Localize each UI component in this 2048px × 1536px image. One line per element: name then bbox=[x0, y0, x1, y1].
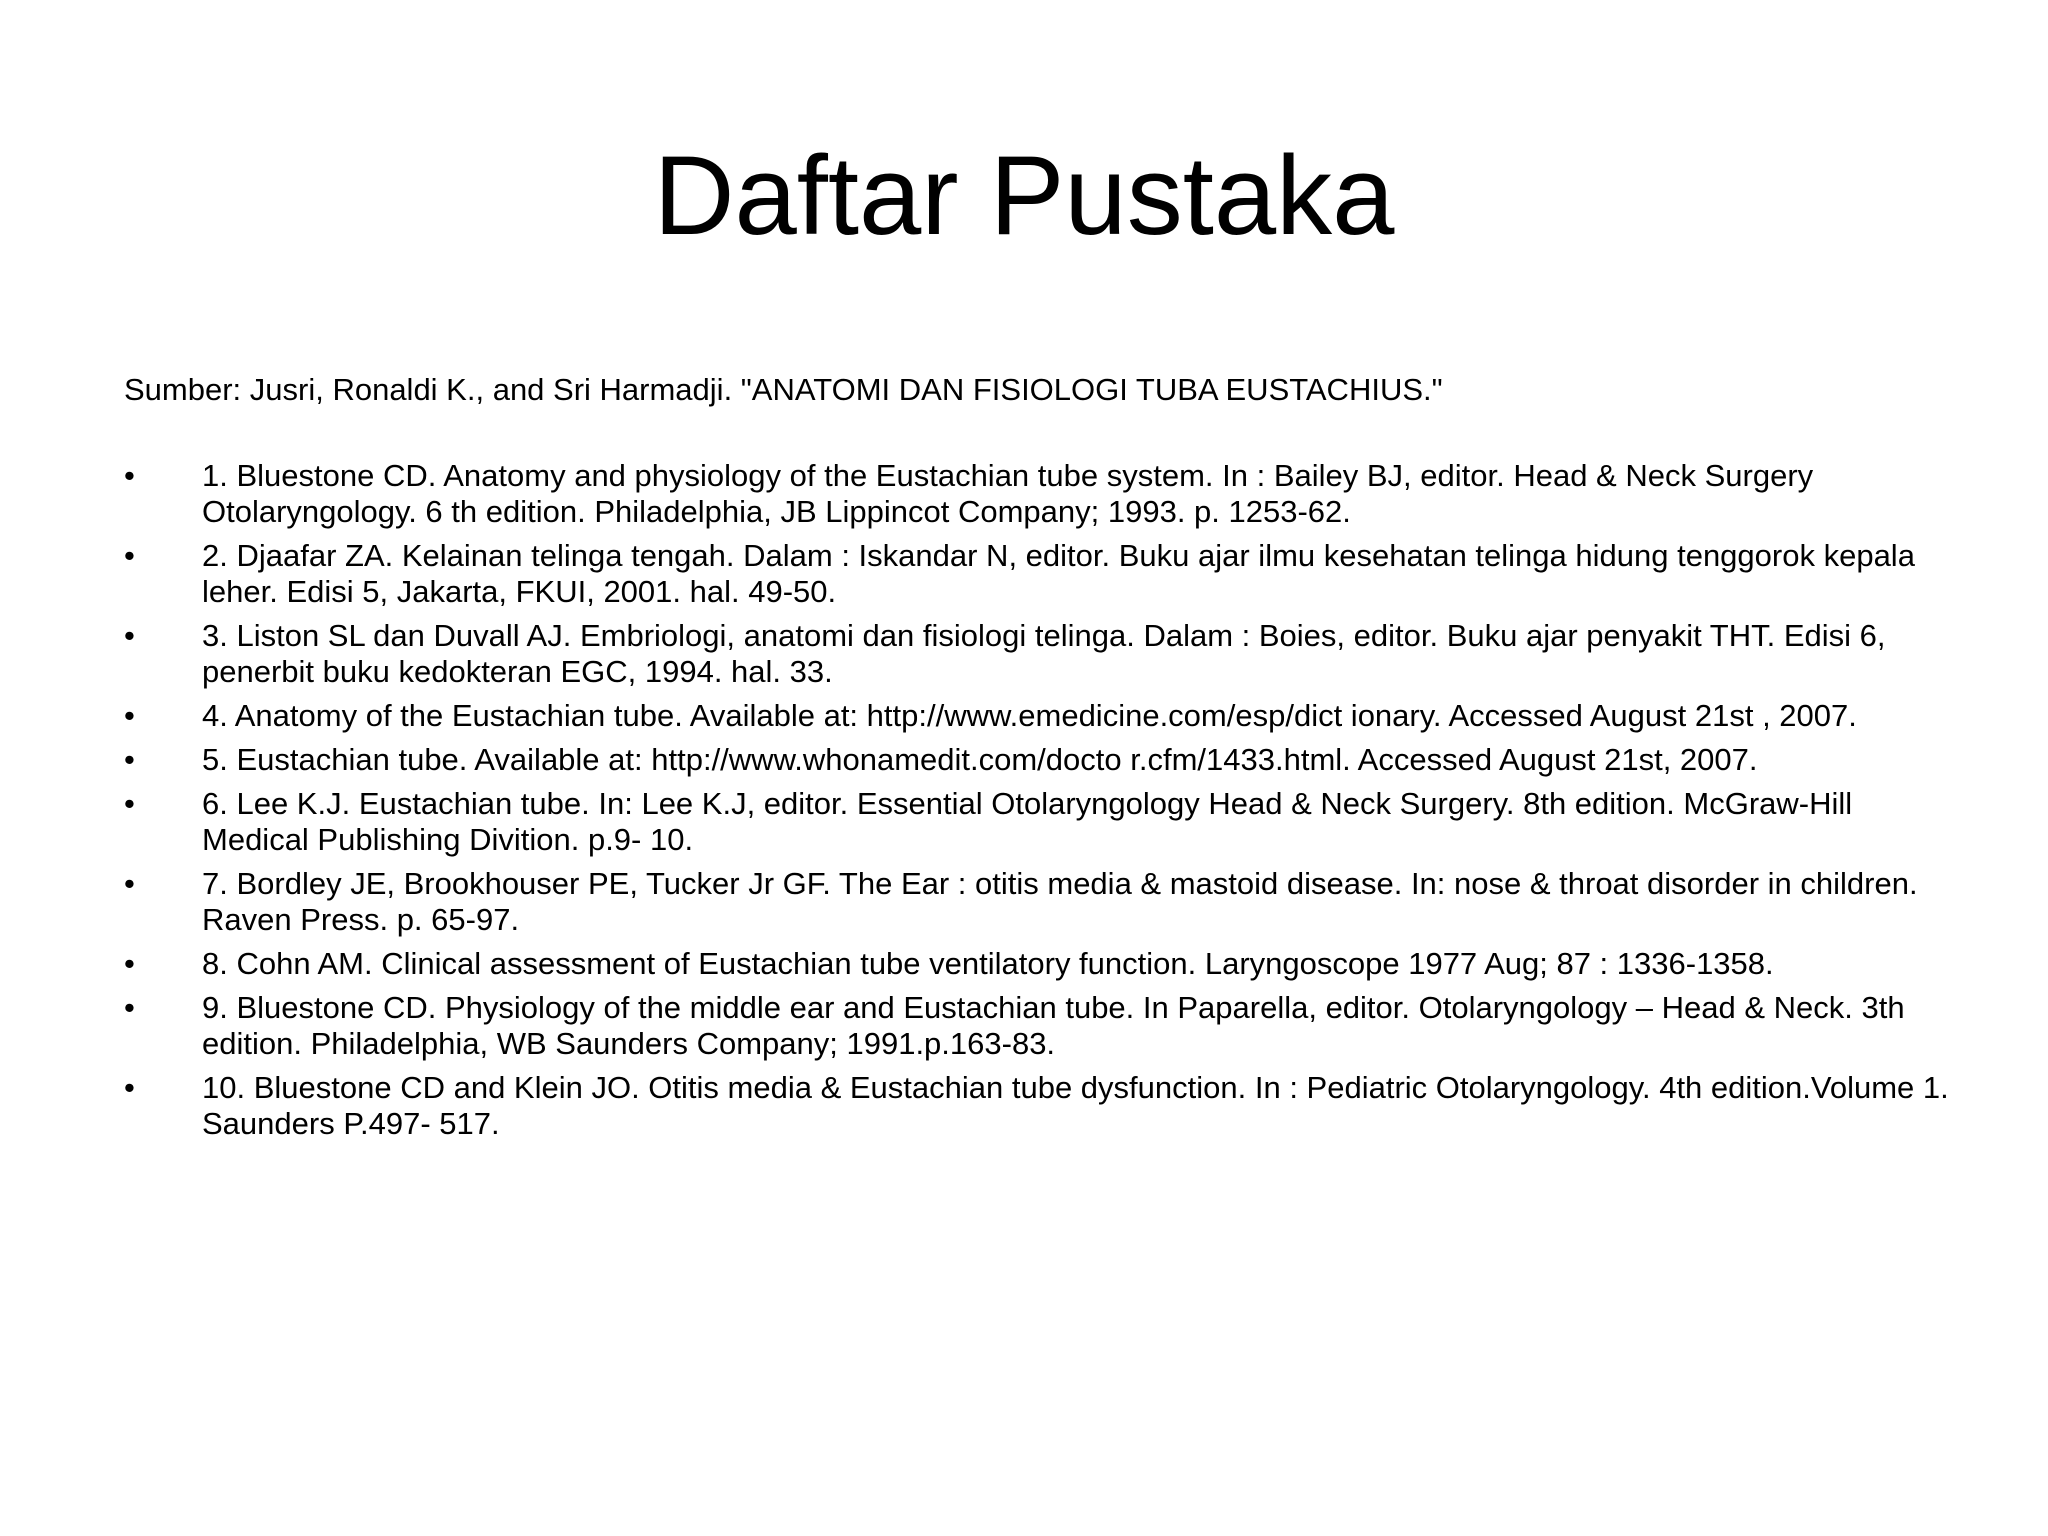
reference-text-8: 8. Cohn AM. Clinical assessment of Eustachian tube ventilatory function. Laryngoscope 1977 Aug; 87 : 1336-1358. bbox=[202, 946, 1774, 981]
reference-item-1 bbox=[124, 458, 1954, 530]
bullet-icon: • bbox=[124, 538, 135, 573]
bullet-icon: • bbox=[124, 866, 135, 901]
bullet-icon: • bbox=[124, 742, 135, 777]
reference-text-6: 6. Lee K.J. Eustachian tube. In: Lee K.J, editor. Essential Otolaryngology Head & Neck Surgery. 8th edition. McGraw-Hill Medical Publishing Divition. p.9- 10. bbox=[202, 786, 1853, 857]
slide-title: Daftar Pustaka bbox=[653, 133, 1395, 258]
reference-item-7 bbox=[124, 866, 1954, 938]
reference-text-9: 9. Bluestone CD. Physiology of the middle ear and Eustachian tube. In Paparella, editor. Otolaryngology – Head & Neck. 3th edition. Philadelphia, WB Saunders Company; 1991.p.163-83. bbox=[202, 990, 1905, 1061]
source-citation: Sumber: Jusri, Ronaldi K., and Sri Harmadji. "ANATOMI DAN FISIOLOGI TUBA EUSTACHIUS." bbox=[124, 372, 1443, 407]
reference-item-8 bbox=[124, 946, 1954, 982]
reference-text-3: 3. Liston SL dan Duvall AJ. Embriologi, anatomi dan fisiologi telinga. Dalam : Boies, editor. Buku ajar penyakit THT. Edisi 6, penerbit buku kedokteran EGC, 1994. hal. 33. bbox=[202, 618, 1886, 689]
reference-item-10 bbox=[124, 1070, 1954, 1142]
reference-item-6 bbox=[124, 786, 1954, 858]
reference-item-9 bbox=[124, 990, 1954, 1062]
reference-text-2: 2. Djaafar ZA. Kelainan telinga tengah. Dalam : Iskandar N, editor. Buku ajar ilmu kesehatan telinga hidung tenggorok kepala leher. Edisi 5, Jakarta, FKUI, 2001. hal. 49-50. bbox=[202, 538, 1915, 609]
bullet-icon: • bbox=[124, 786, 135, 821]
bullet-icon: • bbox=[124, 946, 135, 981]
bullet-icon: • bbox=[124, 458, 135, 493]
reference-item-5 bbox=[124, 742, 1954, 778]
reference-text-4: 4. Anatomy of the Eustachian tube. Available at: http://www.emedicine.com/esp/dict ionary. Accessed August 21st , 2007. bbox=[202, 698, 1857, 733]
reference-item-4 bbox=[124, 698, 1954, 734]
reference-text-10: 10. Bluestone CD and Klein JO. Otitis media & Eustachian tube dysfunction. In : Pediatric Otolaryngology. 4th edition.Volume 1. Saunders P.497- 517. bbox=[202, 1070, 1949, 1141]
reference-list bbox=[124, 458, 1954, 1150]
bullet-icon: • bbox=[124, 698, 135, 733]
bullet-icon: • bbox=[124, 1070, 135, 1105]
bullet-icon: • bbox=[124, 990, 135, 1025]
bullet-icon: • bbox=[124, 618, 135, 653]
reference-item-3 bbox=[124, 618, 1954, 690]
reference-text-1: 1. Bluestone CD. Anatomy and physiology of the Eustachian tube system. In : Bailey BJ, editor. Head & Neck Surgery Otolaryngology. 6 th edition. Philadelphia, JB Lippincot Company; 1993. p. 1253-62. bbox=[202, 458, 1814, 529]
reference-item-2 bbox=[124, 538, 1954, 610]
reference-text-7: 7. Bordley JE, Brookhouser PE, Tucker Jr GF. The Ear : otitis media & mastoid disease. In: nose & throat disorder in children. Raven Press. p. 65-97. bbox=[202, 866, 1918, 937]
reference-text-5: 5. Eustachian tube. Available at: http://www.whonamedit.com/docto r.cfm/1433.html. Accessed August 21st, 2007. bbox=[202, 742, 1758, 777]
